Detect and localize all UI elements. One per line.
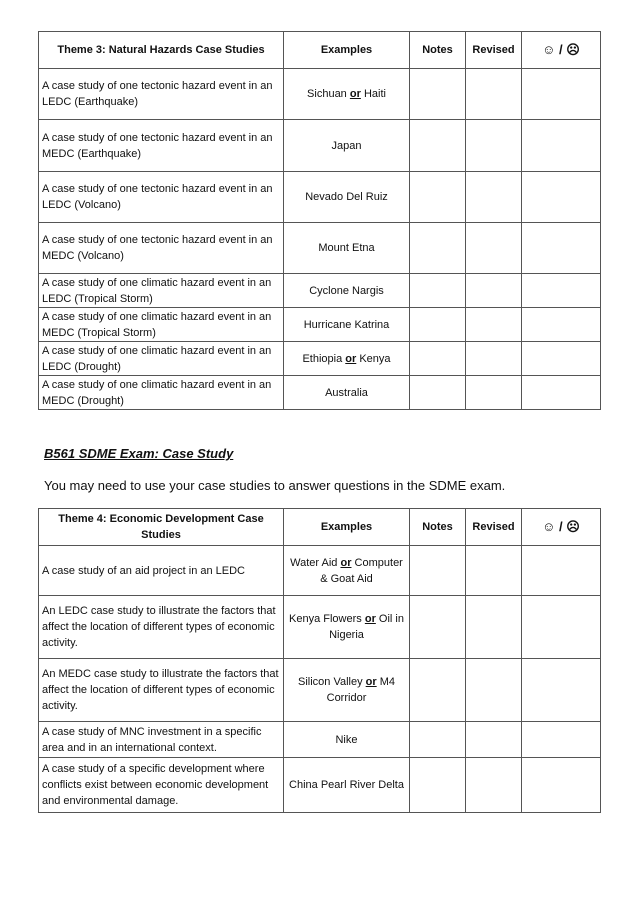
notes-cell[interactable]	[410, 172, 466, 223]
notes-cell[interactable]	[410, 274, 466, 308]
revised-cell[interactable]	[466, 274, 522, 308]
example-cell	[284, 308, 410, 342]
case-study-description: A case study of one tectonic hazard event in an MEDC (Volcano)	[39, 223, 284, 274]
example-cell	[284, 376, 410, 410]
case-study-description: A case study of MNC investment in a specific area and in an international context.	[39, 722, 284, 758]
example-cell	[284, 596, 410, 659]
example-or-connector: or	[345, 352, 357, 365]
table-row	[39, 659, 601, 722]
notes-cell[interactable]	[410, 342, 466, 376]
confidence-cell[interactable]	[522, 596, 601, 659]
example-cell	[284, 758, 410, 813]
example-cell	[284, 546, 410, 596]
example-primary: Nike	[335, 733, 358, 746]
theme-header: Theme 3: Natural Hazards Case Studies	[39, 32, 284, 69]
confidence-cell[interactable]	[522, 172, 601, 223]
revised-cell[interactable]	[466, 342, 522, 376]
table-row	[39, 596, 601, 659]
example-cell	[284, 659, 410, 722]
example-cell	[284, 722, 410, 758]
notes-cell[interactable]	[410, 308, 466, 342]
example-primary: Kenya Flowers	[289, 613, 362, 625]
notes-header: Notes	[410, 509, 466, 546]
confidence-cell[interactable]	[522, 69, 601, 120]
revised-cell[interactable]	[466, 120, 522, 172]
theme-header: Theme 4: Economic Development Case Studies	[39, 509, 284, 546]
case-study-description: A case study of one tectonic hazard event in an LEDC (Earthquake)	[39, 69, 284, 120]
case-study-description: A case study of one climatic hazard event in an LEDC (Drought)	[39, 342, 284, 376]
case-study-description: A case study of one climatic hazard event in an MEDC (Tropical Storm)	[39, 308, 284, 342]
notes-cell[interactable]	[410, 223, 466, 274]
notes-header: Notes	[410, 32, 466, 69]
table-row	[39, 546, 601, 596]
case-study-description: A case study of one climatic hazard event in an LEDC (Tropical Storm)	[39, 274, 284, 308]
revised-cell[interactable]	[466, 758, 522, 813]
example-primary: Water Aid	[290, 556, 338, 569]
case-study-description: An MEDC case study to illustrate the factors that affect the location of different types of economic activity.	[39, 659, 284, 722]
example-alternative: M4 Corridor	[326, 676, 395, 704]
table-body	[39, 69, 601, 410]
example-primary: Japan	[331, 139, 362, 152]
example-alternative: Oil in Nigeria	[329, 613, 404, 641]
natural-hazards-table	[38, 31, 601, 410]
example-primary: China Pearl River Delta	[289, 779, 404, 791]
section-title: B561 SDME Exam: Case Study	[44, 446, 234, 461]
revised-cell[interactable]	[466, 223, 522, 274]
table-row	[39, 223, 601, 274]
table-body	[39, 546, 601, 813]
confidence-header: ☺ / ☹	[522, 32, 601, 69]
revised-cell[interactable]	[466, 546, 522, 596]
example-primary: Sichuan	[307, 88, 347, 100]
example-primary: Cyclone Nargis	[309, 284, 384, 297]
confidence-cell[interactable]	[522, 120, 601, 172]
confidence-cell[interactable]	[522, 758, 601, 813]
example-cell	[284, 120, 410, 172]
example-cell	[284, 69, 410, 120]
example-or-connector: or	[349, 88, 361, 100]
table-row	[39, 342, 601, 376]
confidence-cell[interactable]	[522, 308, 601, 342]
confidence-cell[interactable]	[522, 659, 601, 722]
revised-cell[interactable]	[466, 596, 522, 659]
example-alternative: Computer & Goat Aid	[320, 556, 403, 585]
case-study-description: A case study of one tectonic hazard event in an LEDC (Volcano)	[39, 172, 284, 223]
table-row	[39, 172, 601, 223]
example-primary: Hurricane Katrina	[303, 318, 390, 331]
section-intro: You may need to use your case studies to answer questions in the SDME exam.	[44, 478, 506, 493]
economic-development-table	[38, 508, 601, 813]
revised-cell[interactable]	[466, 376, 522, 410]
table-row	[39, 308, 601, 342]
confidence-cell[interactable]	[522, 722, 601, 758]
confidence-cell[interactable]	[522, 223, 601, 274]
table-header-row	[39, 32, 601, 69]
example-alternative: Kenya	[359, 352, 391, 365]
notes-cell[interactable]	[410, 758, 466, 813]
example-cell	[284, 342, 410, 376]
notes-cell[interactable]	[410, 546, 466, 596]
confidence-cell[interactable]	[522, 546, 601, 596]
revised-header: Revised	[466, 509, 522, 546]
case-study-description: An LEDC case study to illustrate the factors that affect the location of different types of economic activity.	[39, 596, 284, 659]
case-study-description: A case study of one climatic hazard event in an MEDC (Drought)	[39, 376, 284, 410]
table-row	[39, 120, 601, 172]
examples-header: Examples	[284, 509, 410, 546]
example-cell	[284, 223, 410, 274]
notes-cell[interactable]	[410, 69, 466, 120]
confidence-cell[interactable]	[522, 342, 601, 376]
notes-cell[interactable]	[410, 120, 466, 172]
example-or-connector: or	[364, 613, 376, 625]
example-cell	[284, 172, 410, 223]
example-primary: Ethiopia	[302, 352, 343, 365]
table-row	[39, 69, 601, 120]
case-study-description: A case study of a specific development where conflicts exist between economic development and environmental damage.	[39, 758, 284, 813]
example-alternative: Haiti	[363, 88, 386, 100]
confidence-header: ☺ / ☹	[522, 509, 601, 546]
example-or-connector: or	[365, 676, 377, 688]
examples-header: Examples	[284, 32, 410, 69]
table-row	[39, 722, 601, 758]
revised-header: Revised	[466, 32, 522, 69]
revised-cell[interactable]	[466, 69, 522, 120]
revised-cell[interactable]	[466, 722, 522, 758]
confidence-cell[interactable]	[522, 376, 601, 410]
notes-cell[interactable]	[410, 376, 466, 410]
notes-cell[interactable]	[410, 596, 466, 659]
table-row	[39, 376, 601, 410]
example-or-connector: or	[340, 556, 352, 569]
table-row	[39, 274, 601, 308]
example-primary: Silicon Valley	[297, 676, 363, 688]
example-primary: Nevado Del Ruiz	[305, 191, 388, 203]
confidence-cell[interactable]	[522, 274, 601, 308]
example-primary: Mount Etna	[318, 242, 375, 254]
example-primary: Australia	[325, 386, 368, 399]
revised-cell[interactable]	[466, 659, 522, 722]
table-header-row	[39, 509, 601, 546]
case-study-description: A case study of one tectonic hazard event in an MEDC (Earthquake)	[39, 120, 284, 172]
example-cell	[284, 274, 410, 308]
revised-cell[interactable]	[466, 308, 522, 342]
revised-cell[interactable]	[466, 172, 522, 223]
notes-cell[interactable]	[410, 659, 466, 722]
table-row	[39, 758, 601, 813]
case-study-description: A case study of an aid project in an LEDC	[39, 546, 284, 596]
notes-cell[interactable]	[410, 722, 466, 758]
